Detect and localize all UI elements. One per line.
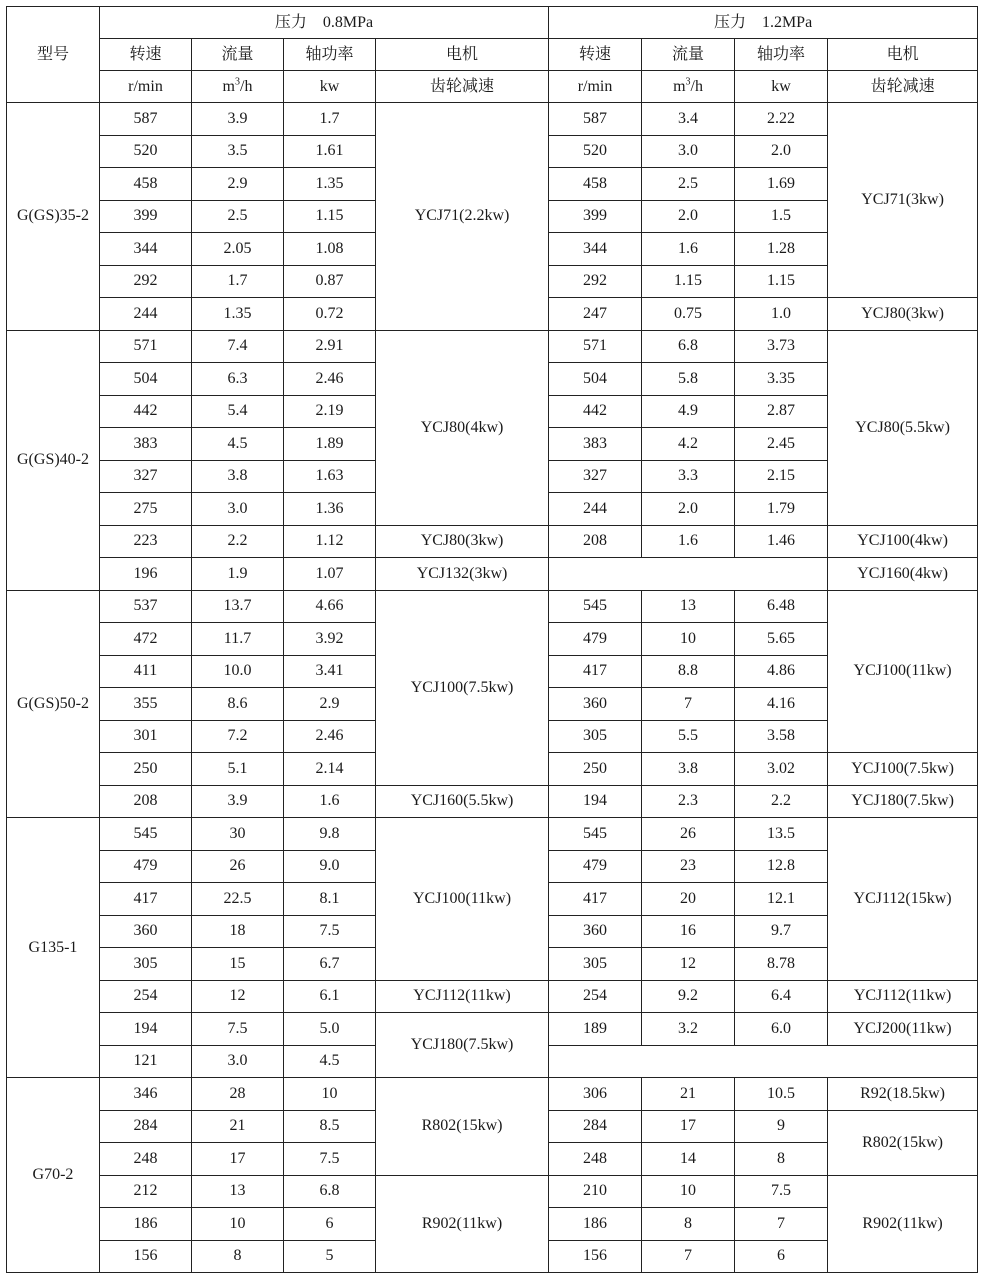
power-cell: 2.45 [735, 428, 828, 461]
flow-cell: 5.4 [192, 395, 284, 428]
motor-cell: YCJ200(11kw) [828, 1013, 978, 1046]
speed-cell: 479 [549, 623, 642, 656]
flow-cell: 1.6 [642, 525, 735, 558]
speed-cell: 156 [100, 1240, 192, 1273]
flow-cell: 3.4 [642, 103, 735, 136]
power-cell: 2.91 [284, 330, 376, 363]
flow-cell: 1.15 [642, 265, 735, 298]
speed-cell: 344 [549, 233, 642, 266]
speed-cell: 305 [549, 720, 642, 753]
flow-cell: 3.0 [192, 493, 284, 526]
power-cell: 1.08 [284, 233, 376, 266]
flow-cell: 7 [642, 688, 735, 721]
power-cell: 0.87 [284, 265, 376, 298]
speed-cell: 244 [549, 493, 642, 526]
speed-cell: 254 [100, 980, 192, 1013]
speed-cell: 479 [549, 850, 642, 883]
speed-cell: 208 [549, 525, 642, 558]
power-cell: 9.8 [284, 818, 376, 851]
power-cell: 7.5 [735, 1175, 828, 1208]
power-cell: 8.78 [735, 948, 828, 981]
power-cell: 6.7 [284, 948, 376, 981]
speed-cell: 284 [100, 1110, 192, 1143]
flow-cell: 2.5 [192, 200, 284, 233]
flow-cell: 8 [192, 1240, 284, 1273]
power-cell: 1.28 [735, 233, 828, 266]
table-row [7, 1078, 978, 1111]
speed-cell: 417 [549, 883, 642, 916]
motor-cell: YCJ80(5.5kw) [828, 330, 978, 525]
power-cell: 6.8 [284, 1175, 376, 1208]
table-row [7, 1013, 978, 1046]
motor-subheader: 齿轮减速 [376, 71, 549, 103]
empty-cell [549, 558, 828, 591]
speed-cell: 344 [100, 233, 192, 266]
model-cell: G70-2 [7, 1078, 100, 1273]
speed-cell: 194 [549, 785, 642, 818]
table-row [7, 1175, 978, 1208]
flow-cell: 3.2 [642, 1013, 735, 1046]
flow-cell: 2.9 [192, 168, 284, 201]
speed-cell: 212 [100, 1175, 192, 1208]
flow-cell: 21 [642, 1078, 735, 1111]
speed-cell: 360 [100, 915, 192, 948]
flow-cell: 2.0 [642, 493, 735, 526]
power-cell: 1.46 [735, 525, 828, 558]
power-header: 轴功率 [284, 39, 376, 71]
power-cell: 4.66 [284, 590, 376, 623]
speed-cell: 545 [549, 590, 642, 623]
power-cell: 9.0 [284, 850, 376, 883]
motor-subheader: 齿轮减速 [828, 71, 978, 103]
power-cell: 6 [284, 1208, 376, 1241]
speed-cell: 537 [100, 590, 192, 623]
flow-cell: 17 [642, 1110, 735, 1143]
power-cell: 2.46 [284, 720, 376, 753]
power-cell: 1.7 [284, 103, 376, 136]
flow-cell: 2.5 [642, 168, 735, 201]
flow-cell: 26 [642, 818, 735, 851]
speed-cell: 587 [100, 103, 192, 136]
motor-cell: YCJ112(15kw) [828, 818, 978, 981]
model-cell: G(GS)50-2 [7, 590, 100, 818]
flow-cell: 7.2 [192, 720, 284, 753]
flow-cell: 10.0 [192, 655, 284, 688]
table-row [7, 103, 978, 136]
speed-cell: 284 [549, 1110, 642, 1143]
power-cell: 3.35 [735, 363, 828, 396]
motor-cell: R92(18.5kw) [828, 1078, 978, 1111]
power-cell: 6.4 [735, 980, 828, 1013]
motor-cell: YCJ160(5.5kw) [376, 785, 549, 818]
power-cell: 2.14 [284, 753, 376, 786]
flow-cell: 3.0 [642, 135, 735, 168]
power-cell: 3.02 [735, 753, 828, 786]
speed-cell: 210 [549, 1175, 642, 1208]
power-cell: 10.5 [735, 1078, 828, 1111]
power-cell: 4.5 [284, 1045, 376, 1078]
speed-cell: 545 [549, 818, 642, 851]
power-cell: 2.0 [735, 135, 828, 168]
motor-cell: YCJ100(7.5kw) [828, 753, 978, 786]
speed-cell: 504 [549, 363, 642, 396]
flow-cell: 18 [192, 915, 284, 948]
speed-cell: 472 [100, 623, 192, 656]
speed-cell: 587 [549, 103, 642, 136]
speed-cell: 442 [549, 395, 642, 428]
flow-cell: 3.5 [192, 135, 284, 168]
power-cell: 1.6 [284, 785, 376, 818]
table-row [7, 818, 978, 851]
speed-cell: 442 [100, 395, 192, 428]
power-cell: 3.58 [735, 720, 828, 753]
table-row [7, 590, 978, 623]
flow-cell: 8.8 [642, 655, 735, 688]
power-cell: 8.5 [284, 1110, 376, 1143]
flow-header: 流量 [642, 39, 735, 71]
speed-cell: 458 [549, 168, 642, 201]
speed-cell: 250 [100, 753, 192, 786]
power-cell: 7.5 [284, 1143, 376, 1176]
motor-cell: YCJ100(7.5kw) [376, 590, 549, 785]
model-header: 型号 [7, 7, 100, 103]
speed-cell: 479 [100, 850, 192, 883]
power-cell: 7 [735, 1208, 828, 1241]
table-row [7, 330, 978, 363]
flow-cell: 1.7 [192, 265, 284, 298]
speed-unit: r/min [549, 71, 642, 103]
flow-cell: 13.7 [192, 590, 284, 623]
motor-cell: YCJ71(2.2kw) [376, 103, 549, 331]
table-row [7, 980, 978, 1013]
motor-cell: R902(11kw) [828, 1175, 978, 1273]
speed-cell: 250 [549, 753, 642, 786]
speed-cell: 571 [100, 330, 192, 363]
flow-cell: 3.8 [192, 460, 284, 493]
power-cell: 4.86 [735, 655, 828, 688]
power-cell: 6.48 [735, 590, 828, 623]
speed-cell: 275 [100, 493, 192, 526]
speed-header: 转速 [100, 39, 192, 71]
speed-cell: 417 [549, 655, 642, 688]
speed-cell: 411 [100, 655, 192, 688]
model-cell: G135-1 [7, 818, 100, 1078]
power-cell: 0.72 [284, 298, 376, 331]
flow-cell: 21 [192, 1110, 284, 1143]
speed-cell: 301 [100, 720, 192, 753]
speed-cell: 208 [100, 785, 192, 818]
speed-cell: 520 [100, 135, 192, 168]
flow-cell: 7.5 [192, 1013, 284, 1046]
flow-cell: 9.2 [642, 980, 735, 1013]
flow-header: 流量 [192, 39, 284, 71]
flow-unit: $m^3/h$ [192, 71, 284, 103]
power-cell: 1.12 [284, 525, 376, 558]
flow-cell: 4.2 [642, 428, 735, 461]
speed-cell: 399 [549, 200, 642, 233]
power-cell: 2.22 [735, 103, 828, 136]
power-cell: 8.1 [284, 883, 376, 916]
power-cell: 8 [735, 1143, 828, 1176]
speed-cell: 248 [100, 1143, 192, 1176]
speed-cell: 305 [100, 948, 192, 981]
flow-cell: 1.9 [192, 558, 284, 591]
flow-cell: 26 [192, 850, 284, 883]
power-cell: 1.5 [735, 200, 828, 233]
speed-cell: 305 [549, 948, 642, 981]
motor-cell: YCJ180(7.5kw) [828, 785, 978, 818]
power-cell: 5.65 [735, 623, 828, 656]
power-cell: 7.5 [284, 915, 376, 948]
power-cell: 1.69 [735, 168, 828, 201]
power-cell: 2.2 [735, 785, 828, 818]
power-cell: 2.9 [284, 688, 376, 721]
flow-cell: 16 [642, 915, 735, 948]
motor-cell: YCJ80(3kw) [376, 525, 549, 558]
power-cell: 9.7 [735, 915, 828, 948]
power-cell: 1.79 [735, 493, 828, 526]
flow-cell: 13 [192, 1175, 284, 1208]
pressure-group-1: 压力 0.8MPa [100, 7, 549, 39]
speed-cell: 360 [549, 915, 642, 948]
flow-cell: 4.9 [642, 395, 735, 428]
speed-cell: 247 [549, 298, 642, 331]
power-cell: 5 [284, 1240, 376, 1273]
flow-cell: 10 [192, 1208, 284, 1241]
motor-header: 电机 [376, 39, 549, 71]
flow-cell: 1.35 [192, 298, 284, 331]
motor-cell: YCJ80(3kw) [828, 298, 978, 331]
pressure-group-2: 压力 1.2MPa [549, 7, 978, 39]
motor-cell: YCJ112(11kw) [828, 980, 978, 1013]
motor-cell: YCJ112(11kw) [376, 980, 549, 1013]
motor-cell: YCJ100(4kw) [828, 525, 978, 558]
flow-cell: 2.3 [642, 785, 735, 818]
power-cell: 3.41 [284, 655, 376, 688]
power-cell: 1.15 [735, 265, 828, 298]
power-cell: 2.19 [284, 395, 376, 428]
flow-cell: 11.7 [192, 623, 284, 656]
motor-cell: YCJ100(11kw) [376, 818, 549, 981]
flow-cell: 12 [192, 980, 284, 1013]
speed-cell: 520 [549, 135, 642, 168]
flow-unit: $m^3/h$ [642, 71, 735, 103]
flow-cell: 7.4 [192, 330, 284, 363]
power-cell: 1.61 [284, 135, 376, 168]
motor-cell: YCJ180(7.5kw) [376, 1013, 549, 1078]
power-cell: 10 [284, 1078, 376, 1111]
speed-header: 转速 [549, 39, 642, 71]
power-header: 轴功率 [735, 39, 828, 71]
flow-cell: 4.5 [192, 428, 284, 461]
table-row [7, 558, 978, 591]
speed-cell: 571 [549, 330, 642, 363]
flow-cell: 10 [642, 1175, 735, 1208]
speed-cell: 458 [100, 168, 192, 201]
motor-cell: YCJ80(4kw) [376, 330, 549, 525]
empty-cell [549, 1045, 978, 1078]
speed-cell: 504 [100, 363, 192, 396]
table-row [7, 785, 978, 818]
motor-cell: YCJ71(3kw) [828, 103, 978, 298]
speed-cell: 327 [100, 460, 192, 493]
motor-header: 电机 [828, 39, 978, 71]
speed-cell: 417 [100, 883, 192, 916]
motor-cell: YCJ160(4kw) [828, 558, 978, 591]
speed-cell: 244 [100, 298, 192, 331]
flow-cell: 3.3 [642, 460, 735, 493]
speed-cell: 360 [549, 688, 642, 721]
speed-cell: 545 [100, 818, 192, 851]
power-cell: 4.16 [735, 688, 828, 721]
speed-unit: r/min [100, 71, 192, 103]
power-cell: 1.15 [284, 200, 376, 233]
flow-cell: 2.05 [192, 233, 284, 266]
speed-cell: 254 [549, 980, 642, 1013]
flow-cell: 13 [642, 590, 735, 623]
speed-cell: 186 [100, 1208, 192, 1241]
flow-cell: 5.1 [192, 753, 284, 786]
speed-cell: 189 [549, 1013, 642, 1046]
power-cell: 1.35 [284, 168, 376, 201]
flow-cell: 20 [642, 883, 735, 916]
speed-cell: 306 [549, 1078, 642, 1111]
power-cell: 2.87 [735, 395, 828, 428]
speed-cell: 292 [100, 265, 192, 298]
flow-cell: 7 [642, 1240, 735, 1273]
flow-cell: 2.0 [642, 200, 735, 233]
speed-cell: 383 [100, 428, 192, 461]
flow-cell: 28 [192, 1078, 284, 1111]
flow-cell: 1.6 [642, 233, 735, 266]
power-cell: 12.8 [735, 850, 828, 883]
flow-cell: 3.0 [192, 1045, 284, 1078]
flow-cell: 12 [642, 948, 735, 981]
motor-cell: R802(15kw) [376, 1078, 549, 1176]
header-row-3 [7, 71, 978, 103]
model-cell: G(GS)40-2 [7, 330, 100, 590]
speed-cell: 194 [100, 1013, 192, 1046]
flow-cell: 3.9 [192, 103, 284, 136]
power-cell: 2.46 [284, 363, 376, 396]
flow-cell: 5.5 [642, 720, 735, 753]
speed-cell: 292 [549, 265, 642, 298]
table-row [7, 525, 978, 558]
speed-cell: 223 [100, 525, 192, 558]
header-row-2 [7, 39, 978, 71]
power-unit: kw [735, 71, 828, 103]
motor-cell: YCJ132(3kw) [376, 558, 549, 591]
power-cell: 6 [735, 1240, 828, 1273]
motor-cell: R802(15kw) [828, 1110, 978, 1175]
speed-cell: 186 [549, 1208, 642, 1241]
speed-cell: 196 [100, 558, 192, 591]
motor-cell: R902(11kw) [376, 1175, 549, 1273]
flow-cell: 17 [192, 1143, 284, 1176]
flow-cell: 6.8 [642, 330, 735, 363]
speed-cell: 399 [100, 200, 192, 233]
flow-cell: 2.2 [192, 525, 284, 558]
flow-cell: 6.3 [192, 363, 284, 396]
power-cell: 3.73 [735, 330, 828, 363]
power-cell: 3.92 [284, 623, 376, 656]
speed-cell: 383 [549, 428, 642, 461]
flow-cell: 8 [642, 1208, 735, 1241]
power-cell: 1.36 [284, 493, 376, 526]
header-row-1 [7, 7, 978, 39]
power-cell: 13.5 [735, 818, 828, 851]
flow-cell: 3.8 [642, 753, 735, 786]
flow-cell: 0.75 [642, 298, 735, 331]
pump-spec-table [6, 6, 978, 1273]
flow-cell: 8.6 [192, 688, 284, 721]
power-cell: 2.15 [735, 460, 828, 493]
power-cell: 1.89 [284, 428, 376, 461]
power-cell: 6.1 [284, 980, 376, 1013]
power-cell: 1.0 [735, 298, 828, 331]
motor-cell: YCJ100(11kw) [828, 590, 978, 753]
flow-cell: 23 [642, 850, 735, 883]
power-unit: kw [284, 71, 376, 103]
speed-cell: 248 [549, 1143, 642, 1176]
speed-cell: 327 [549, 460, 642, 493]
flow-cell: 15 [192, 948, 284, 981]
flow-cell: 10 [642, 623, 735, 656]
speed-cell: 156 [549, 1240, 642, 1273]
speed-cell: 121 [100, 1045, 192, 1078]
flow-cell: 30 [192, 818, 284, 851]
flow-cell: 5.8 [642, 363, 735, 396]
speed-cell: 355 [100, 688, 192, 721]
power-cell: 12.1 [735, 883, 828, 916]
flow-cell: 14 [642, 1143, 735, 1176]
power-cell: 9 [735, 1110, 828, 1143]
power-cell: 5.0 [284, 1013, 376, 1046]
flow-cell: 22.5 [192, 883, 284, 916]
speed-cell: 346 [100, 1078, 192, 1111]
power-cell: 1.63 [284, 460, 376, 493]
model-cell: G(GS)35-2 [7, 103, 100, 331]
power-cell: 1.07 [284, 558, 376, 591]
flow-cell: 3.9 [192, 785, 284, 818]
power-cell: 6.0 [735, 1013, 828, 1046]
